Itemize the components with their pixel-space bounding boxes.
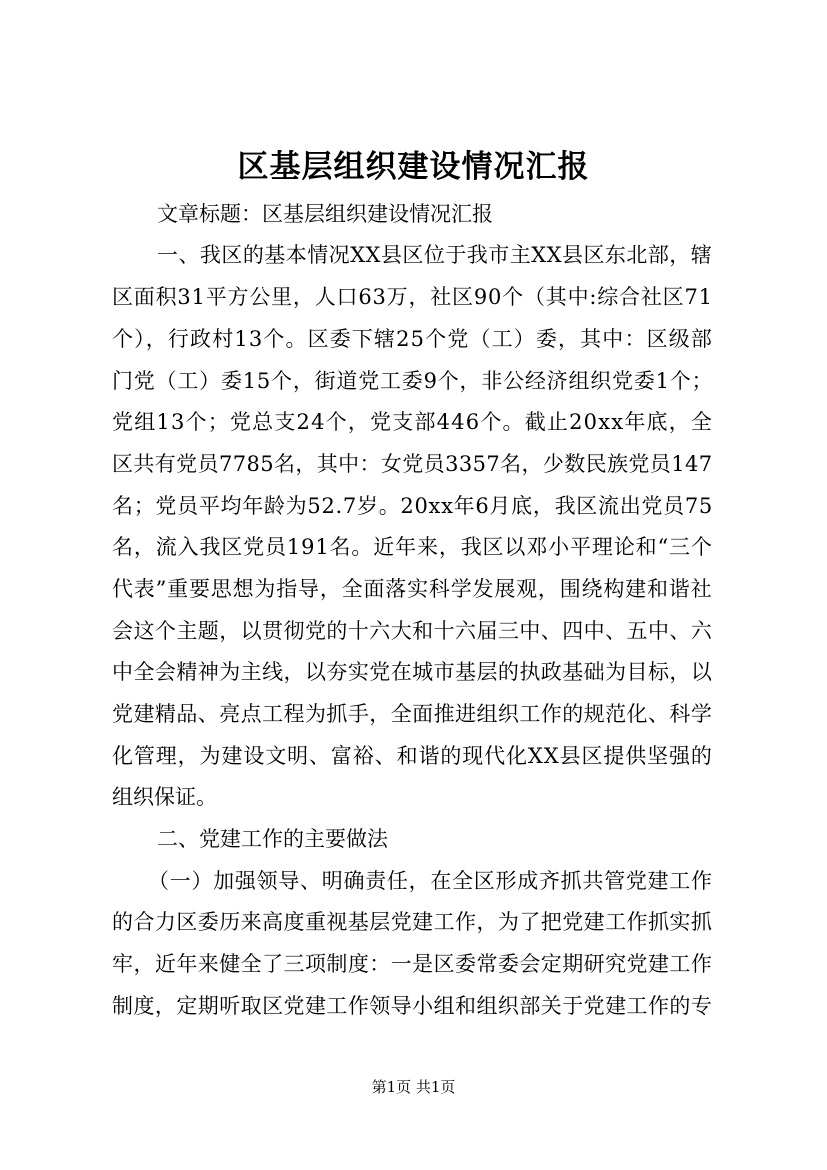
article-title-line: 文章标题：区基层组织建设情况汇报 [157,202,493,226]
paragraph-line: 一、我区的基本情况XX县区位于我市主XX县区东北部，辖 [157,243,713,267]
paragraph-line: 区共有党员7785名，其中：女党员3357名，少数民族党员147 [112,452,713,476]
paragraph-line: 代表”重要思想为指导，全面落实科学发展观，围绕构建和谐社 [112,577,713,601]
paragraph-line: 个），行政村13个。区委下辖25个党（工）委，其中：区级部 [112,327,714,351]
paragraph-line: 制度，定期听取区党建工作领导小组和组织部关于党建工作的专 [112,994,713,1018]
paragraph-line: 化管理，为建设文明、富裕、和谐的现代化XX县区提供坚强的 [112,744,713,768]
page-footer: 第1页 共1页 [371,1078,456,1096]
paragraph-line: 名；党员平均年龄为52.7岁。20xx年6月底，我区流出党员75 [112,494,713,518]
paragraph-line: 会这个主题，以贯彻党的十六大和十六届三中、四中、五中、六 [112,619,713,643]
paragraph-line: 党建精品、亮点工程为抓手，全面推进组织工作的规范化、科学 [112,702,713,726]
paragraph-line: 党组13个；党总支24个，党支部446个。截止20xx年底，全 [112,410,714,434]
paragraph-line: 牢，近年来健全了三项制度：一是区委常委会定期研究党建工作 [112,952,713,976]
paragraph-line: 的合力区委历来高度重视基层党建工作，为了把党建工作抓实抓 [112,910,713,934]
paragraph-line: 中全会精神为主线，以夯实党在城市基层的执政基础为目标，以 [112,660,713,684]
section-heading: 二、党建工作的主要做法 [157,827,388,851]
paragraph-line: 名，流入我区党员191名。近年来，我区以邓小平理论和“三个 [112,535,713,559]
paragraph-line: 组织保证。 [112,785,217,809]
paragraph-line: 区面积31平方公里，人口63万，社区90个（其中:综合社区71 [112,285,713,309]
subsection-heading-line: （一）加强领导、明确责任，在全区形成齐抓共管党建工作 [148,869,713,893]
document-title: 区基层组织建设情况汇报 [237,149,590,185]
paragraph-line: 门党（工）委15个，街道党工委9个，非公经济组织党委1个； [112,369,714,393]
